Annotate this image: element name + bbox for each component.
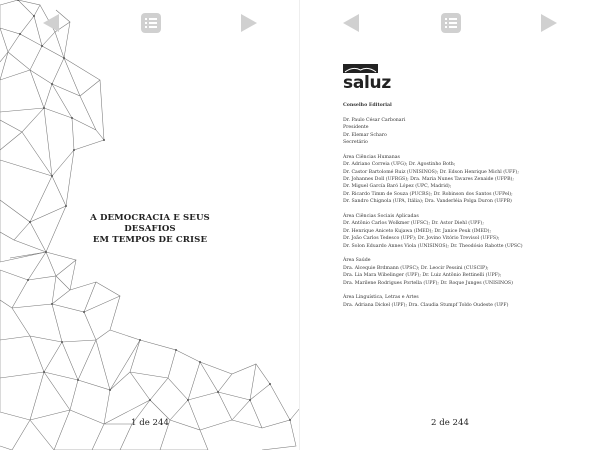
page-number-left: 1 de 244	[131, 418, 169, 428]
editorial-heading: Conselho Editorial	[343, 103, 392, 108]
credit-line: Secretário	[343, 140, 368, 146]
logo-book-icon	[343, 64, 378, 73]
page-number-right: 2 de 244	[431, 418, 469, 428]
menu-button-right[interactable]	[440, 12, 462, 34]
section-title: Área Ciências Humanas	[343, 154, 400, 160]
credit-line: Presidente	[343, 125, 369, 131]
credit-line: Dr. Henrique Aniceto Kujawa (IMED); Dr. Janice Peuk (IMED);	[343, 228, 492, 234]
next-page-button-right[interactable]	[538, 12, 560, 34]
next-page-button[interactable]	[238, 12, 260, 34]
triangle-right-icon	[238, 12, 260, 34]
credit-line: Dr. João Carlos Tedesco (UPF); Dr. Jovino Vitório Trevisol (UFFS);	[343, 236, 500, 242]
credit-line: Dr. Solon Eduardo Annes Viola (UNISINOS); Dr. Theodósio Rabotte (UPSC)	[343, 243, 523, 249]
credit-line: Dr. Adriano Correia (UFG); Dr. Agostinho Both;	[343, 162, 456, 168]
editorial-credits	[343, 102, 573, 309]
credit-line: Dra. Alcequie Brdmann (UPSC); Dr. Leocir Pessini (CUSCIP);	[343, 265, 489, 271]
credit-line: Dra. Marilene Rodrigues Portella (UPF); Dr. Roque Junges (UNISINOS)	[343, 280, 513, 286]
credit-line: Dr. Antônio Carlos Wolkmer (UFSC); Dr. Astor Diehl (UPF);	[343, 221, 484, 227]
book-title	[80, 213, 220, 246]
credit-line: Dr. Johannes Doll (UFRGS); Dra. Maria Nunes Tavares Zenaide (UFPB);	[343, 177, 514, 183]
prev-page-button-right[interactable]	[340, 12, 362, 34]
credit-line: Dr. Sandro Chignola (UPA, Itália); Dra. Vanderléia Polga Duron (UFPB)	[343, 199, 512, 205]
menu-button[interactable]	[140, 12, 162, 34]
credit-line: Dr. Elemar Scharo	[343, 132, 387, 138]
prev-page-button[interactable]	[40, 12, 62, 34]
book-title-line-2: EM TEMPOS DE CRISE	[92, 235, 208, 245]
menu-list-icon	[140, 12, 162, 34]
section-title: Área Saúde	[343, 258, 371, 264]
credit-line: Dr. Castor Bartolomé Ruiz (UNISINOS); Dr. Edson Henrique Michl (UFF);	[343, 169, 519, 175]
book-title-line-1: A DEMOCRACIA E SEUS DESAFIOS	[90, 213, 210, 234]
credit-line: Dr. Miguel García Baró López (UPC, Madrid);	[343, 184, 452, 190]
triangle-left-icon	[40, 12, 62, 34]
credit-line: Dra. Adriana Dickel (UPF); Dra. Claudia Stumpf Toldo Oudeste (UPF)	[343, 302, 509, 308]
credit-line: Dr. Ricardo Timm de Souza (PUCRS); Dr. Robinson dos Santos (UFPel);	[343, 191, 513, 197]
triangle-left-icon	[340, 12, 362, 34]
section-title: Área Linguística, Letras e Artes	[343, 295, 419, 301]
menu-list-icon	[440, 12, 462, 34]
credit-line: Dr. Paulo César Carbonari	[343, 117, 406, 123]
triangle-right-icon	[538, 12, 560, 34]
logo-text: saluz	[343, 73, 391, 93]
section-title: Área Ciências Sociais Aplicadas	[343, 214, 419, 220]
credit-line: Dra. Lia Mara Wibelinger (UPF); Dr. Luiz Antônio Bettinelli (UPF);	[343, 273, 502, 279]
